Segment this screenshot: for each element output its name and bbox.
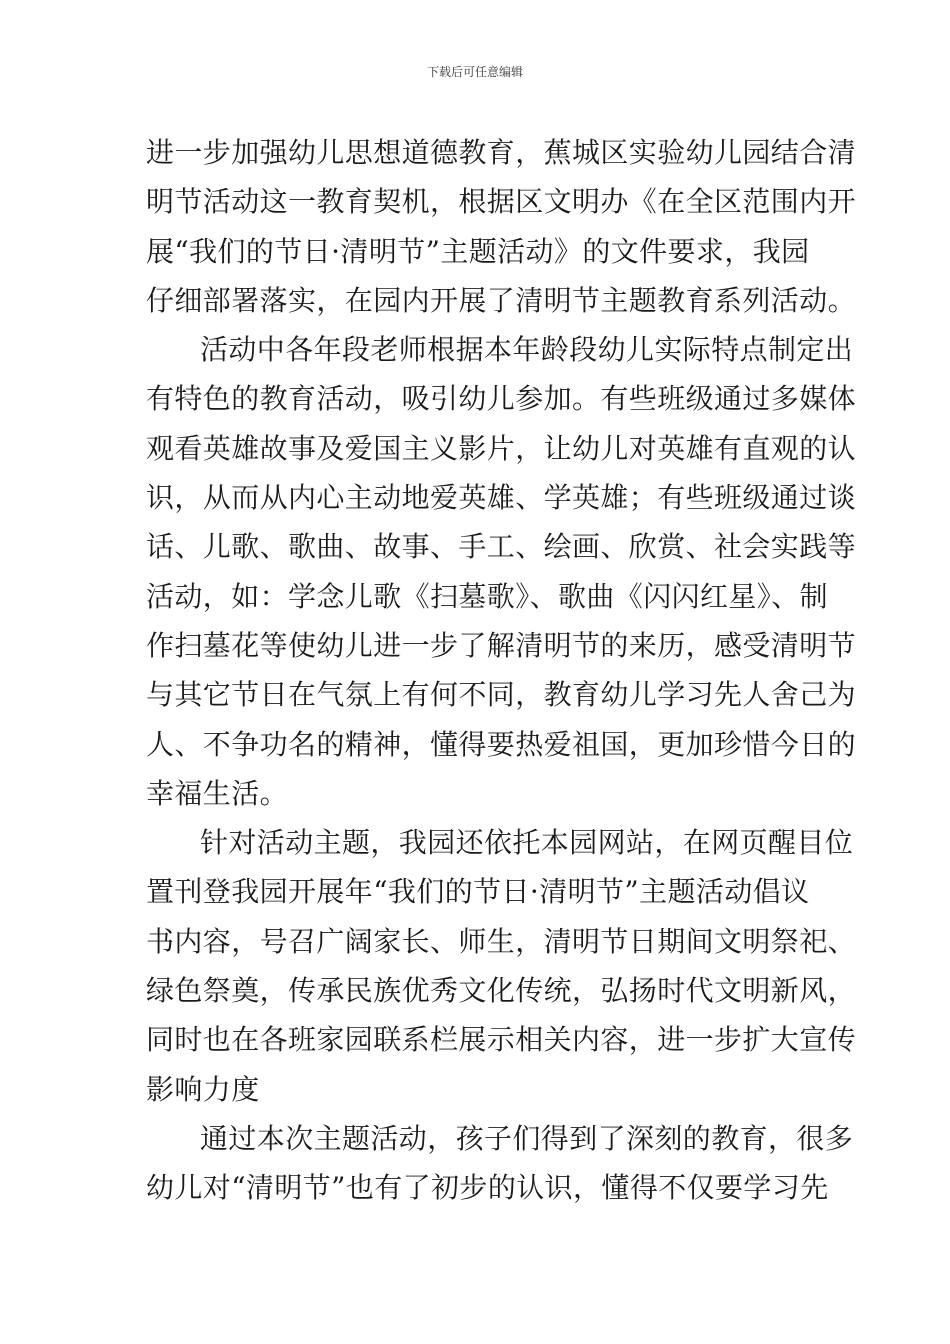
document-body: [146, 128, 857, 1213]
paragraph-line: 活动，如：学念儿歌《扫墓歌》、歌曲《闪闪红星》、制: [146, 579, 829, 613]
paragraph-line: 针对活动主题，我园还依托本园网站，在网页醒目位: [200, 826, 854, 860]
paragraph-line: 进一步加强幼儿思想道德教育，蕉城区实验幼儿园结合清: [146, 136, 857, 169]
paragraph-line: 识，从而从内心主动地爱英雄、学英雄；有些班级通过谈: [146, 481, 857, 515]
paragraph-line: 作扫墓花等使幼儿进一步了解清明节的来历，感受清明节: [146, 628, 857, 662]
paragraph-line: 仔细部署落实，在园内开展了清明节主题教育系列活动。: [146, 283, 857, 317]
paragraph-line: 活动中各年段老师根据本年龄段幼儿实际特点制定出: [200, 333, 854, 367]
paragraph-line: 话、儿歌、歌曲、故事、手工、绘画、欣赏、社会实践等: [146, 530, 857, 564]
paragraph-3: [146, 818, 857, 1114]
paragraph-line: 书内容，号召广阔家长、师生，清明节日期间文明祭祀、: [146, 924, 857, 958]
paragraph-1: [146, 128, 857, 325]
paragraph-line: 明节活动这一教育契机，根据区文明办《在全区范围内开: [146, 185, 857, 219]
paragraph-line: 观看英雄故事及爱国主义影片，让幼儿对英雄有直观的认: [146, 431, 857, 465]
paragraph-line: 通过本次主题活动，孩子们得到了深刻的教育，很多: [200, 1121, 854, 1155]
paragraph-4: [146, 1114, 854, 1213]
paragraph-line: 绿色祭奠，传承民族优秀文化传统，弘扬时代文明新风，: [146, 974, 857, 1008]
paragraph-line: 人、不争功名的精神，懂得要热爱祖国，更加珍惜今日的: [146, 727, 857, 761]
paragraph-line: 影响力度: [146, 1072, 260, 1106]
paragraph-line: 同时也在各班家园联系栏展示相关内容，进一步扩大宣传: [146, 1023, 857, 1057]
paragraph-line: 幸福生活。: [146, 776, 289, 810]
page-header-note: 下载后可任意编辑: [426, 65, 523, 79]
paragraph-line: 与其它节日在气氛上有何不同，教育幼儿学习先人舍己为: [146, 678, 857, 712]
paragraph-2: [146, 325, 857, 818]
paragraph-line: 置刊登我园开展年“我们的节日·清明节”主题活动倡议: [146, 875, 810, 909]
paragraph-line: 幼儿对“清明节”也有了初步的认识，懂得不仅要学习先: [146, 1171, 829, 1205]
paragraph-line: 有特色的教育活动，吸引幼儿参加。有些班级通过多媒体: [146, 382, 857, 416]
paragraph-line: 展“我们的节日·清明节”主题活动》的文件要求，我园: [146, 234, 810, 268]
